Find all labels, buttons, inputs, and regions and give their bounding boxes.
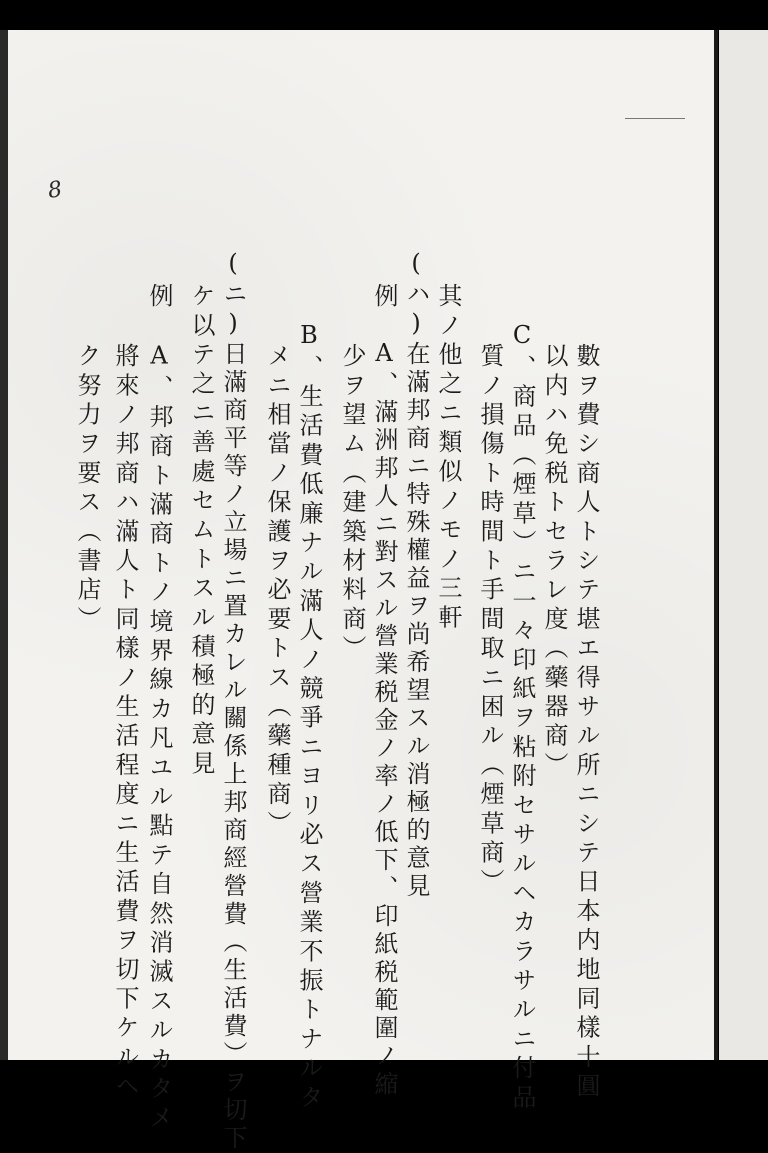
text-column-3: C、商品（煙草）ニ一々印紙ヲ粘附セサルヘカラサルニ付品: [508, 321, 536, 1114]
text-column-12: ケ以テ之ニ善處セムトスル積極的意見: [187, 283, 215, 780]
left-binding-edge: [0, 30, 8, 1060]
text-column-1: 數ヲ費シ商人トシテ堪エ得サル所ニシテ日本内地同樣十圓: [572, 343, 600, 1103]
text-column-8: 少ヲ望ム（建築材料商）: [338, 343, 366, 665]
text-column-13: 例 A、邦商ト滿商トノ境界線カ凡ユル點テ自然消滅スルカタメ: [145, 283, 173, 1134]
text-column-9: B、生活費低廉ナル滿人ノ競爭ニヨリ必ス營業不振トナルタ: [295, 321, 323, 1114]
text-column-7: 例 A、滿洲邦人ニ對スル營業税金ノ率ノ低下、印紙税範圍ノ縮: [370, 283, 398, 1099]
text-column-15: ク努力ヲ要ス（書店）: [73, 343, 101, 635]
text-column-2: 以内ハ免税トセラレ度（藥器商）: [540, 343, 568, 781]
text-column-10: メニ相當ノ保護ヲ必要トス（藥種商）: [263, 343, 291, 840]
text-column-5: 其ノ他之ニ類似ノモノ三軒: [434, 283, 462, 634]
text-column-14: 將來ノ邦商ハ滿人ト同樣ノ生活程度ニ生活費ヲ切下ケルヘ: [111, 343, 139, 1103]
text-column-6: (ハ)在滿邦商ニ特殊權益ヲ尚希望スル消極的意見: [402, 249, 430, 901]
adjacent-page-strip: [719, 30, 768, 1060]
page-gutter: [714, 30, 718, 1060]
page-number: 8: [46, 177, 64, 204]
stray-mark: [625, 118, 685, 119]
text-column-4: 質ノ損傷ト時間ト手間取ニ困ル（煙草商）: [476, 343, 504, 898]
text-column-11: (ニ)日滿商平等ノ立場ニ置カレル關係上邦商經營費（生活費）ヲ切下: [219, 249, 247, 1153]
